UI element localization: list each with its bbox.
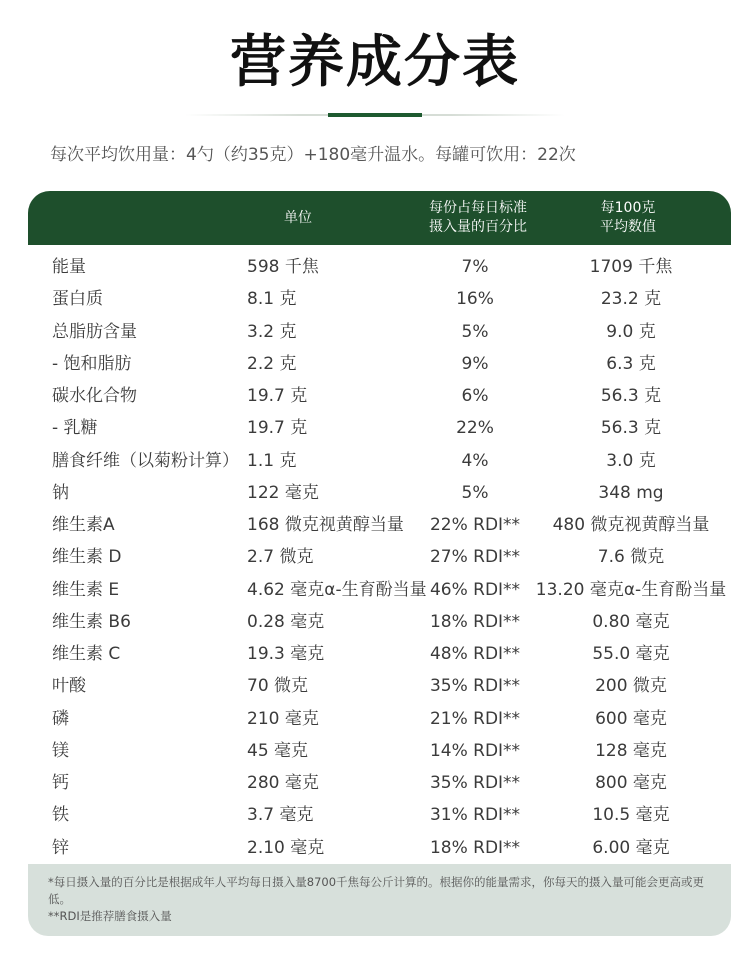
table-row	[0, 832, 750, 864]
nutrient-name: 能量	[52, 257, 86, 277]
header-unit-label: 单位	[284, 209, 312, 226]
header-per100	[568, 191, 688, 245]
nutrient-name: 钠	[52, 482, 69, 503]
per-serving-value: 19.7 克	[247, 386, 308, 406]
per-100g-value: 6.00 毫克	[592, 837, 670, 858]
per-100g-value: 55.0 毫克	[592, 644, 670, 664]
table-row	[0, 380, 750, 412]
nutrient-name: 磷	[52, 708, 69, 729]
footnote-rdi-basis: *每日摄入量的百分比是根据成年人平均每日摄入量8700千焦每公斤计算的。根据你的能量需求，你每天的摄入量可能会更高或更低。	[48, 875, 705, 906]
per-100g-value: 23.2 克	[600, 289, 662, 310]
nutrition-table-body	[0, 251, 750, 864]
table-row	[0, 767, 750, 799]
header-per100-line1: 每100克	[600, 200, 656, 216]
header-rdi-line1: 每份占每日标准	[429, 200, 527, 216]
table-row	[0, 477, 750, 509]
per-serving-value: 2.2 克	[247, 353, 297, 374]
table-row	[0, 445, 750, 477]
per-serving-value: 2.7 微克	[247, 547, 314, 568]
nutrient-name: 膳食纤维（以菊粉计算）	[52, 450, 239, 471]
per-100g-value: 200 微克	[595, 676, 667, 697]
rdi-percent: 14% RDI**	[429, 740, 521, 761]
table-row	[0, 251, 750, 283]
table-row	[0, 541, 750, 573]
rdi-percent: 35% RDI**	[429, 676, 521, 697]
per-serving-value: 45 毫克	[247, 740, 309, 761]
per-serving-value: 19.3 毫克	[247, 644, 325, 664]
rdi-percent: 18% RDI**	[429, 837, 521, 858]
per-serving-value: 3.2 克	[247, 321, 297, 342]
nutrient-name: 镁	[52, 740, 69, 761]
per-serving-value: 210 毫克	[247, 708, 319, 729]
rdi-percent: 22%	[456, 418, 494, 439]
nutrient-name: 维生素 C	[52, 644, 121, 664]
header-unit	[228, 191, 368, 245]
per-serving-value: 598 千焦	[247, 257, 319, 277]
page-title: 营养成分表	[230, 30, 520, 95]
table-row	[0, 799, 750, 831]
per-serving-value: 2.10 毫克	[247, 837, 325, 858]
nutrient-name: 叶酸	[52, 676, 86, 697]
per-100g-value: 1709 千焦	[589, 257, 673, 277]
per-100g-value: 3.0 克	[606, 450, 656, 471]
table-row	[0, 316, 750, 348]
nutrient-name: 维生素 D	[52, 547, 122, 568]
table-row	[0, 574, 750, 606]
nutrient-name: 钙	[52, 773, 69, 793]
nutrient-name: 蛋白质	[52, 289, 103, 310]
nutrient-name: 碳水化合物	[52, 386, 137, 406]
nutrient-name: 锌	[52, 837, 69, 858]
per-100g-value: 0.80 毫克	[592, 611, 670, 632]
per-serving-value: 3.7 毫克	[247, 805, 314, 826]
table-row	[0, 348, 750, 380]
rdi-percent: 35% RDI**	[429, 773, 521, 793]
rdi-percent: 7%	[461, 257, 489, 277]
rdi-percent: 4%	[461, 450, 489, 471]
rdi-percent: 6%	[461, 386, 489, 406]
header-per100-line2: 平均数值	[600, 219, 656, 235]
per-100g-value: 7.6 微克	[597, 547, 665, 568]
table-row	[0, 638, 750, 670]
rdi-percent: 9%	[461, 353, 489, 374]
per-100g-value: 6.3 克	[606, 353, 656, 374]
per-100g-value: 13.20 毫克α-生育酚当量	[535, 579, 727, 600]
per-serving-value: 0.28 毫克	[247, 611, 325, 632]
per-100g-value: 600 毫克	[595, 708, 667, 729]
header-rdi-line2: 摄入量的百分比	[429, 219, 527, 235]
per-serving-value: 168 微克视黄醇当量	[247, 515, 404, 535]
table-row	[0, 412, 750, 444]
per-serving-value: 1.1 克	[247, 450, 297, 471]
per-serving-value: 19.7 克	[247, 418, 308, 439]
title-accent-bar	[328, 113, 422, 117]
rdi-percent: 5%	[461, 321, 489, 342]
nutrient-name: 维生素 E	[52, 579, 120, 600]
table-row	[0, 703, 750, 735]
per-100g-value: 56.3 克	[600, 418, 662, 439]
per-serving-value: 122 毫克	[247, 482, 319, 503]
table-row	[0, 606, 750, 638]
nutrient-name: 总脂肪含量	[52, 321, 137, 342]
rdi-percent: 21% RDI**	[429, 708, 521, 729]
table-row	[0, 735, 750, 767]
table-row	[0, 509, 750, 541]
per-100g-value: 9.0 克	[606, 321, 656, 342]
per-serving-value: 8.1 克	[247, 289, 297, 310]
footnote-box	[28, 864, 731, 936]
serving-info: 每次平均饮用量：4勺（约35克）+180毫升温水。每罐可饮用：22次	[50, 145, 576, 165]
nutrient-name: 维生素 B6	[52, 611, 131, 632]
rdi-percent: 22% RDI**	[429, 515, 521, 535]
footnote-rdi-definition: **RDI是推荐膳食摄入量	[48, 909, 172, 923]
rdi-percent: 16%	[456, 289, 494, 310]
per-serving-value: 280 毫克	[247, 773, 319, 793]
rdi-percent: 31% RDI**	[429, 805, 521, 826]
nutrient-name: - 乳糖	[52, 418, 98, 439]
table-row	[0, 283, 750, 315]
rdi-percent: 5%	[461, 482, 489, 503]
per-100g-value: 348 mg	[598, 482, 664, 503]
rdi-percent: 27% RDI**	[429, 547, 521, 568]
per-100g-value: 128 毫克	[595, 740, 667, 761]
rdi-percent: 18% RDI**	[429, 611, 521, 632]
table-header	[28, 191, 731, 245]
per-100g-value: 480 微克视黄醇当量	[552, 515, 710, 535]
table-row	[0, 670, 750, 702]
header-rdi	[408, 191, 548, 245]
rdi-percent: 48% RDI**	[429, 644, 521, 664]
per-100g-value: 10.5 毫克	[592, 805, 670, 826]
nutrient-name: 维生素A	[52, 515, 115, 535]
nutrient-name: - 饱和脂肪	[52, 353, 132, 374]
rdi-percent: 46% RDI**	[429, 579, 521, 600]
nutrient-name: 铁	[52, 805, 69, 826]
per-100g-value: 56.3 克	[600, 386, 662, 406]
per-serving-value: 4.62 毫克α-生育酚当量	[247, 579, 427, 600]
per-serving-value: 70 微克	[247, 676, 309, 697]
per-100g-value: 800 毫克	[595, 773, 667, 793]
